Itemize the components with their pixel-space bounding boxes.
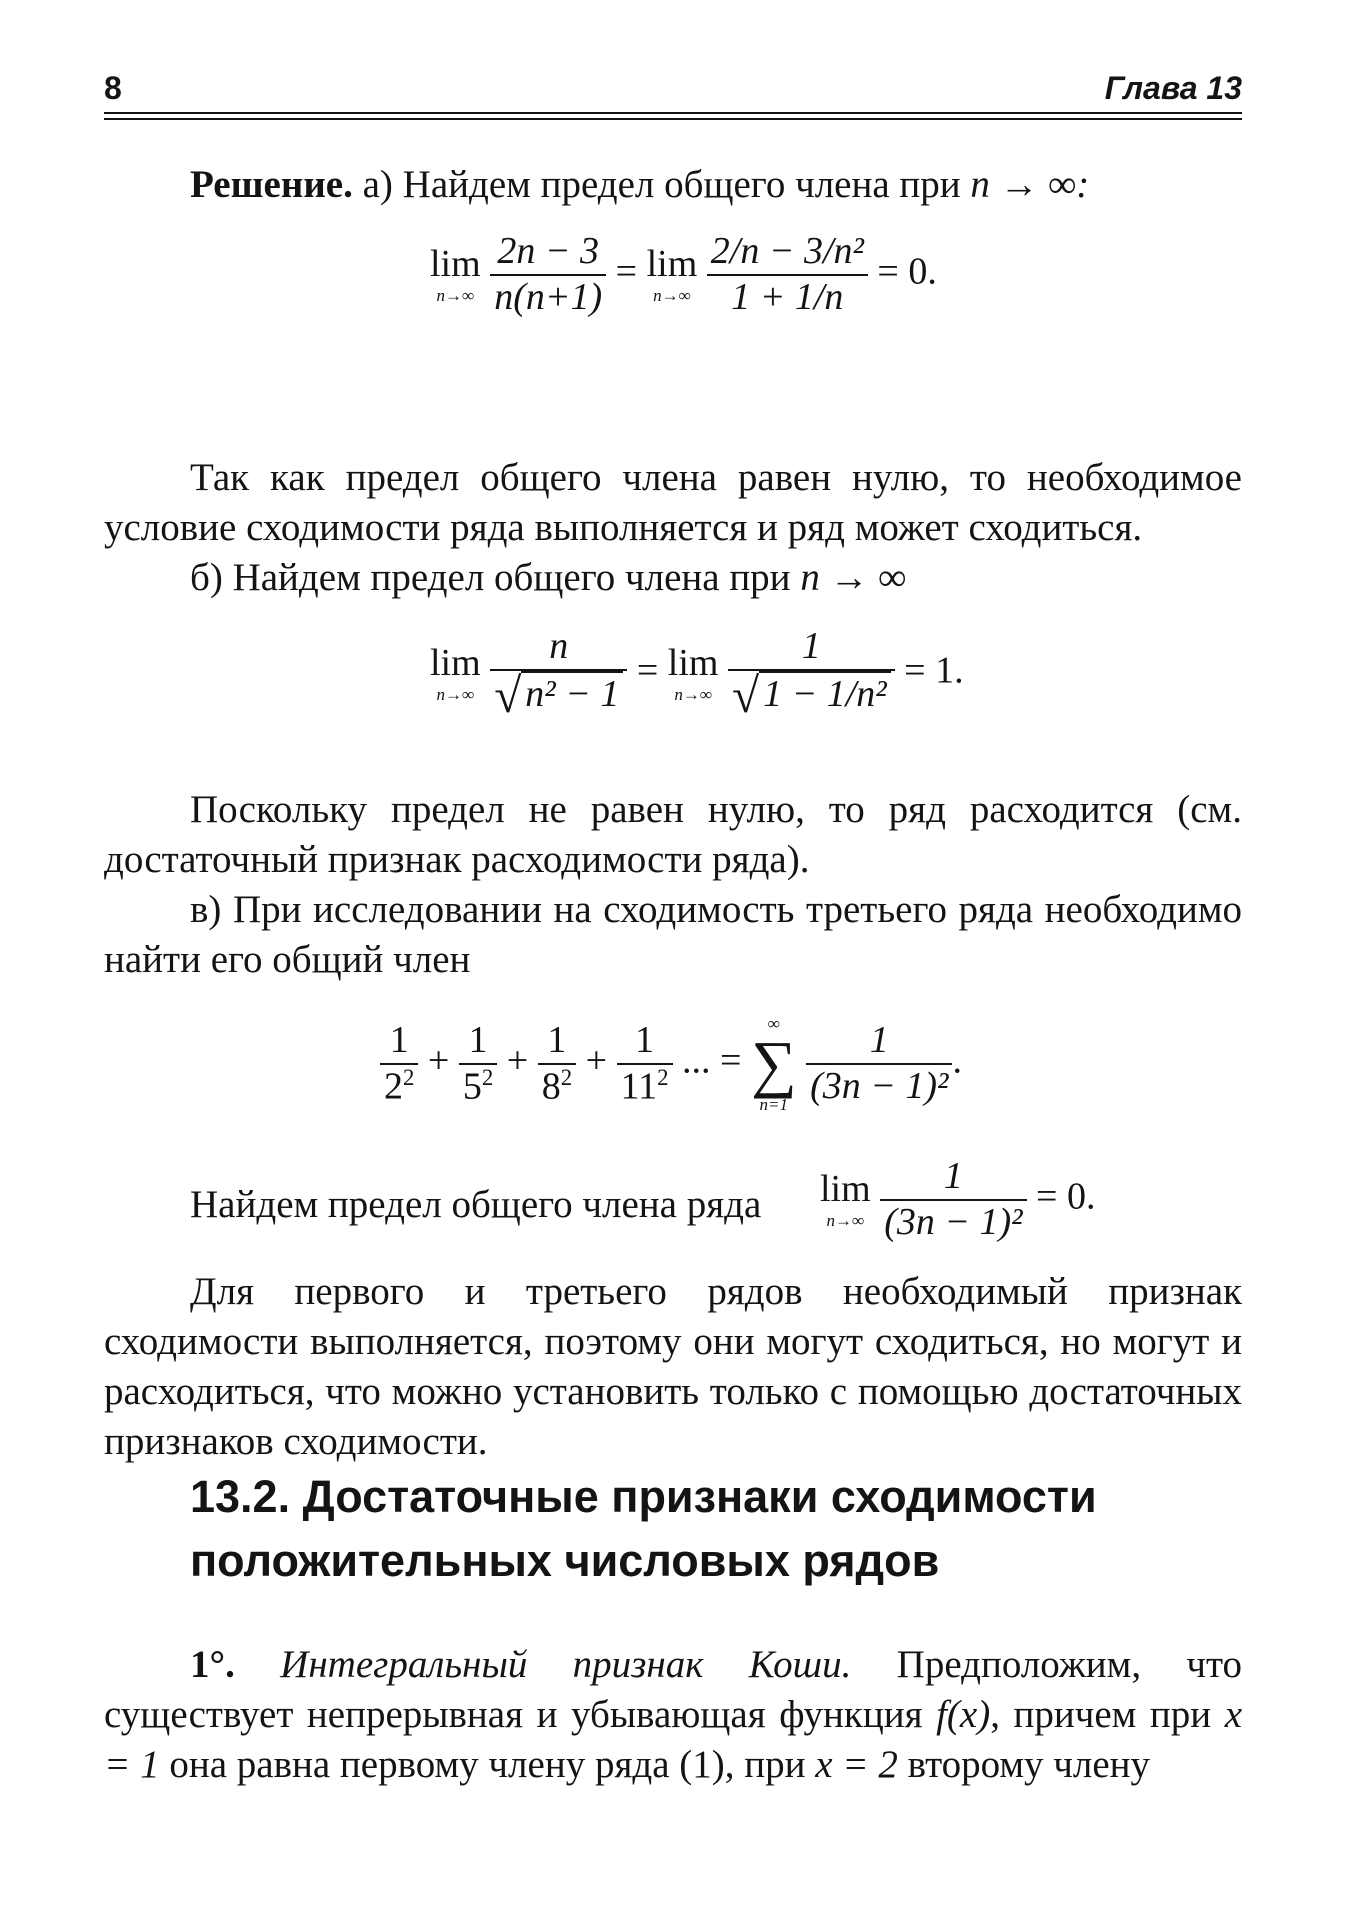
page-number: 8 bbox=[104, 70, 122, 106]
term: $\frac{1}{2^2}$ bbox=[380, 1019, 418, 1109]
fraction: $\frac{1}{\text{(3n − 1)²}}$ bbox=[880, 1155, 1026, 1244]
paragraph: Поскольку предел не равен нулю, то ряд расходится (см. достаточный признак расходимости ряда). bbox=[104, 788, 1242, 881]
limit-condition: n → ∞ bbox=[800, 556, 907, 599]
paragraph: в) При исследовании на сходимость третьего ряда необходимо найти его общий член bbox=[104, 888, 1242, 981]
running-header bbox=[104, 70, 1242, 110]
term: $\frac{1}{5^2}$ bbox=[459, 1019, 497, 1109]
paragraph: Найдем предел общего члена ряда bbox=[190, 1183, 762, 1226]
solution-intro-text: а) Найдем предел общего члена при bbox=[362, 163, 961, 206]
fraction: n √ n² − 1 bbox=[490, 625, 627, 722]
term: $\frac{1}{11^2}$ bbox=[617, 1019, 673, 1109]
paragraph-cauchy: 1°. Интегральный признак Коши. Предположим, что существует непрерывная и убывающая функция f(x), причем при x = 1 она равна первому члену ряда (1), при x = 2 второму члену bbox=[104, 1643, 1243, 1786]
fraction: $\frac{1}{\text{(3n − 1)²}}$ bbox=[806, 1019, 952, 1108]
limit-operator: lim n→∞ bbox=[820, 1168, 871, 1231]
sum-operator: ∞ ∑ n=1 bbox=[750, 1014, 797, 1114]
header-rule bbox=[104, 112, 1242, 114]
limit-operator: lim n→∞ bbox=[667, 642, 719, 705]
header-rule bbox=[104, 118, 1242, 120]
limit-operator: lim n→∞ bbox=[430, 243, 481, 306]
fraction: $\frac{2n - 3}{n(n+1)}$ bbox=[490, 230, 606, 319]
theorem-name: Интегральный признак Коши. bbox=[280, 1643, 852, 1686]
chapter-title: Глава 13 bbox=[1104, 70, 1242, 106]
limit-operator: lim n→∞ bbox=[646, 243, 698, 306]
limit-condition: n → ∞: bbox=[970, 163, 1090, 206]
section-heading: 13.2. Достаточные признаки сходимости положительных числовых рядов bbox=[190, 1471, 1097, 1586]
solution-intro bbox=[190, 160, 1089, 210]
paragraph: б) Найдем предел общего члена при n → ∞ bbox=[190, 556, 907, 599]
formula-c: $\frac{1}{2^2}$ + $\frac{1}{5^2}$ + $\frac{1}{8^2}$ + $\frac{1}{11^2}$ ... = ∞ ∑ n=1 $\frac{1}{\text{(3n − 1)²}}$ . bbox=[380, 1015, 962, 1113]
formula-d: lim n→∞ $\frac{1}{\text{(3n − 1)²}}$ = 0. bbox=[820, 1155, 1096, 1243]
paragraph: Так как предел общего члена равен нулю, то необходимое условие сходимости ряда выполняется и ряд может сходиться. bbox=[104, 456, 1242, 549]
formula-a: lim n→∞ $\frac{2n - 3}{n(n+1)}$ = lim n→∞ $\frac{\text{2/n − 3/n²}}{1 + 1/n}$ = 0. bbox=[430, 230, 937, 318]
solution-label: Решение. bbox=[190, 163, 353, 206]
fraction: $\frac{\text{2/n − 3/n²}}{1 + 1/n}$ bbox=[707, 230, 868, 319]
paragraph: Для первого и третьего рядов необходимый признак сходимости выполняется, поэтому они могут сходиться, но могут и расходиться, что можно установить только с помощью достаточных признаков сходимости. bbox=[104, 1270, 1242, 1463]
formula-b: lim n→∞ n √ n² − 1 = lim n→∞ 1 √ 1 − 1/n² = 1. bbox=[430, 625, 964, 723]
fraction: 1 √ 1 − 1/n² bbox=[728, 625, 895, 722]
limit-operator: lim n→∞ bbox=[430, 642, 481, 705]
term: $\frac{1}{8^2}$ bbox=[538, 1019, 576, 1109]
